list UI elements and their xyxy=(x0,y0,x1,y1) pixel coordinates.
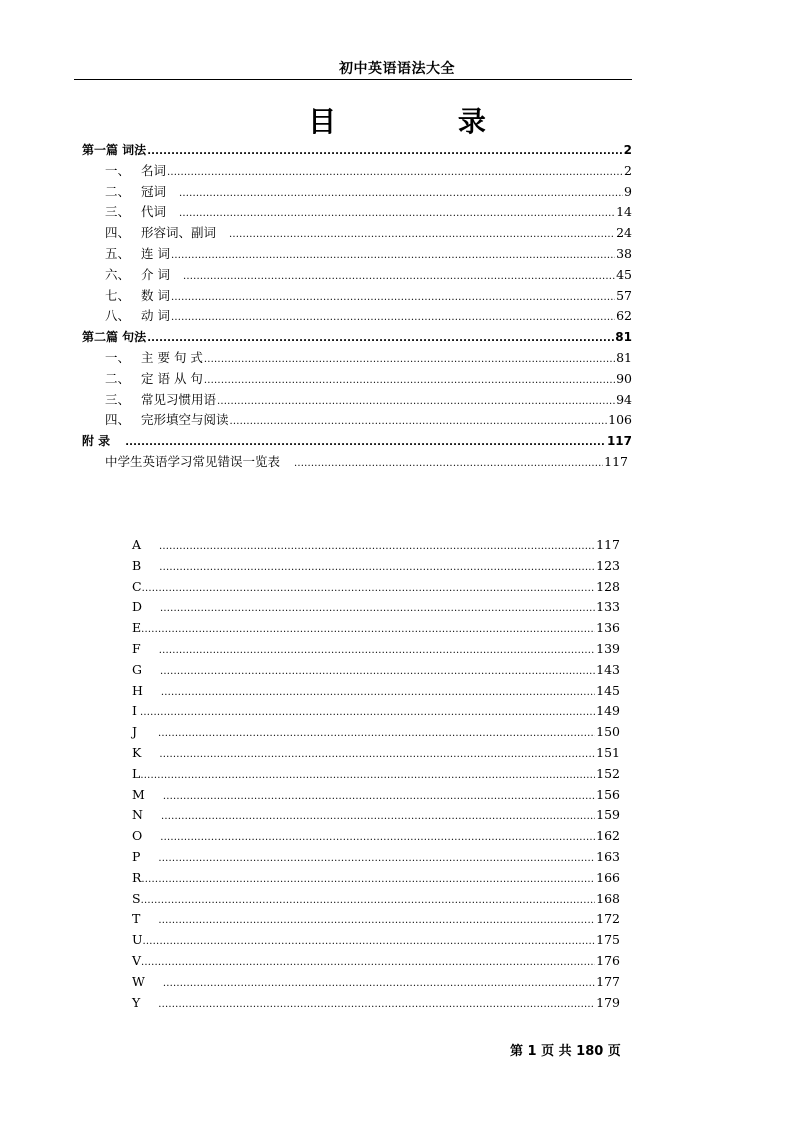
toc-item-number: 二、 xyxy=(105,370,131,386)
toc-part-title: 第一篇 词法 xyxy=(82,143,147,157)
letter-index-row[interactable] xyxy=(0,722,794,743)
toc-page-number: 117 xyxy=(604,453,628,469)
toc-item-label: 连 词 xyxy=(141,245,170,261)
letter-label: H xyxy=(132,682,143,698)
letter-index-row[interactable] xyxy=(0,618,794,639)
letter-label: S xyxy=(132,890,141,906)
dot-leader xyxy=(167,163,623,184)
dot-leader xyxy=(179,204,615,225)
letter-index-row[interactable] xyxy=(0,535,794,556)
toc-item-number: 一、 xyxy=(105,349,131,365)
toc-page-number: 57 xyxy=(616,287,632,303)
letter-page-number: 151 xyxy=(596,744,620,760)
dot-leader xyxy=(140,766,595,787)
letter-label: M xyxy=(132,786,145,802)
letter-index-row[interactable] xyxy=(0,577,794,598)
letter-label: N xyxy=(132,807,143,823)
letter-index-row[interactable] xyxy=(0,805,794,826)
toc-item[interactable] xyxy=(0,369,794,390)
dot-leader xyxy=(158,724,595,745)
toc-item-label: 冠词 xyxy=(141,183,167,199)
toc-item[interactable] xyxy=(0,286,794,307)
letter-label: V xyxy=(132,952,142,968)
dot-leader xyxy=(141,620,595,641)
letter-page-number: 175 xyxy=(596,932,620,948)
dot-leader xyxy=(140,703,595,724)
letter-index-row[interactable] xyxy=(0,639,794,660)
page-footer: 第 1 页 共 180 页 xyxy=(510,1044,621,1059)
toc-item-label: 动 词 xyxy=(141,308,170,324)
letter-label: G xyxy=(132,661,142,677)
letter-page-number: 163 xyxy=(596,848,620,864)
letter-page-number: 179 xyxy=(596,994,620,1010)
letter-index-row[interactable] xyxy=(0,660,794,681)
letter-label: K xyxy=(132,744,142,760)
letter-label: A xyxy=(132,537,142,552)
toc-page-number: 14 xyxy=(616,204,632,220)
letter-page-number: 123 xyxy=(596,557,620,573)
dot-leader xyxy=(161,683,595,704)
letter-index-row[interactable] xyxy=(0,972,794,993)
toc-appendix[interactable] xyxy=(0,431,794,452)
document-header-title: 初中英语语法大全 xyxy=(339,61,455,77)
toc-page-number: 106 xyxy=(608,412,632,428)
dot-leader xyxy=(141,870,595,891)
letter-label: U xyxy=(132,932,143,948)
letter-index-row[interactable] xyxy=(0,930,794,951)
letter-index-row[interactable] xyxy=(0,597,794,618)
toc-page-number: 9 xyxy=(624,183,632,199)
toc-item-label: 常见习惯用语 xyxy=(141,391,217,407)
letter-label: B xyxy=(132,557,142,573)
letter-page-number: 159 xyxy=(596,807,620,823)
toc-item-number: 四、 xyxy=(105,225,131,241)
toc-item[interactable] xyxy=(0,390,794,411)
letter-label: P xyxy=(132,848,141,864)
toc-page-number: 94 xyxy=(616,391,632,407)
toc-page-number: 90 xyxy=(616,370,632,386)
letter-page-number: 172 xyxy=(596,911,620,927)
letter-index-row[interactable] xyxy=(0,889,794,910)
toc-item[interactable] xyxy=(0,161,794,182)
table-of-contents xyxy=(0,140,794,473)
letter-index-row[interactable] xyxy=(0,701,794,722)
dot-leader xyxy=(142,579,596,600)
toc-item[interactable] xyxy=(0,223,794,244)
letter-label: J xyxy=(132,724,138,740)
dot-leader xyxy=(204,350,615,371)
dot-leader xyxy=(160,828,595,849)
toc-page-number: 2 xyxy=(624,162,632,178)
toc-item[interactable] xyxy=(0,348,794,369)
letter-index-row[interactable] xyxy=(0,556,794,577)
letter-label: R xyxy=(132,869,142,885)
letter-index-row[interactable] xyxy=(0,764,794,785)
letter-index-row[interactable] xyxy=(0,909,794,930)
toc-item[interactable] xyxy=(0,306,794,327)
toc-page-number: 81 xyxy=(616,349,632,365)
letter-page-number: 128 xyxy=(596,578,620,594)
dot-leader xyxy=(163,974,595,995)
letter-label: E xyxy=(132,620,142,636)
letter-page-number: 145 xyxy=(596,682,620,698)
dot-leader xyxy=(147,142,622,163)
letter-label: Y xyxy=(132,994,141,1010)
letter-page-number: 133 xyxy=(596,599,620,615)
toc-item-label: 介 词 xyxy=(141,266,170,282)
letter-index-row[interactable] xyxy=(0,826,794,847)
toc-item[interactable] xyxy=(0,202,794,223)
toc-item-label: 数 词 xyxy=(141,287,170,303)
letter-page-number: 162 xyxy=(596,828,620,844)
letter-label: L xyxy=(132,765,141,781)
dot-leader xyxy=(183,267,615,288)
letter-page-number: 150 xyxy=(596,724,620,740)
letter-index-row[interactable] xyxy=(0,993,794,1014)
toc-item-label: 定 语 从 句 xyxy=(141,370,203,386)
toc-item-number: 五、 xyxy=(105,245,131,261)
letter-page-number: 136 xyxy=(596,620,620,636)
toc-item[interactable] xyxy=(0,452,794,473)
dot-leader xyxy=(171,246,615,267)
dot-leader xyxy=(159,537,595,558)
letter-label: T xyxy=(132,911,141,927)
dot-leader xyxy=(161,807,595,828)
toc-item-label: 形容词、副词 xyxy=(141,225,217,241)
letter-label: O xyxy=(132,828,143,844)
toc-item-number: 一、 xyxy=(105,162,131,178)
dot-leader xyxy=(147,329,614,350)
letter-page-number: 166 xyxy=(596,869,620,885)
letter-page-number: 156 xyxy=(596,786,620,802)
toc-page-number: 117 xyxy=(606,434,632,449)
toc-item[interactable] xyxy=(0,265,794,286)
letter-page-number: 177 xyxy=(596,973,620,989)
toc-item-label: 名词 xyxy=(141,162,167,178)
dot-leader xyxy=(143,932,596,953)
toc-item-label: 完形填空与阅读 xyxy=(141,412,229,428)
dot-leader xyxy=(294,454,603,475)
toc-page-number: 45 xyxy=(616,266,632,282)
header-rule xyxy=(74,79,632,80)
toc-page-number: 24 xyxy=(616,225,632,241)
letter-page-number: 149 xyxy=(596,703,620,719)
toc-item-label: 主 要 句 式 xyxy=(141,349,203,365)
toc-item-label: 代词 xyxy=(141,204,167,220)
letter-page-number: 168 xyxy=(596,890,620,906)
letter-page-number: 176 xyxy=(596,952,620,968)
dot-leader xyxy=(229,225,615,246)
toc-page-number: 81 xyxy=(615,330,632,345)
dot-leader xyxy=(179,184,623,205)
letter-label: W xyxy=(132,973,145,989)
letter-index-row[interactable] xyxy=(0,743,794,764)
letter-index-row[interactable] xyxy=(0,785,794,806)
dot-leader xyxy=(217,392,615,413)
dot-leader xyxy=(158,849,595,870)
letter-page-number: 139 xyxy=(596,640,620,656)
letter-index-row[interactable] xyxy=(0,681,794,702)
letter-label: D xyxy=(132,599,143,615)
dot-leader xyxy=(141,891,596,912)
dot-leader xyxy=(160,599,595,620)
toc-page-number: 2 xyxy=(623,143,632,157)
toc-item-number: 七、 xyxy=(105,287,131,303)
toc-item-label: 中学生英语学习常见错误一览表 xyxy=(105,453,281,469)
toc-item-number: 四、 xyxy=(105,412,131,428)
letter-label: C xyxy=(132,578,142,594)
toc-item-number: 六、 xyxy=(105,266,131,282)
dot-leader xyxy=(230,412,608,433)
dot-leader xyxy=(141,953,595,974)
letter-page-number: 117 xyxy=(596,537,620,552)
toc-item-number: 三、 xyxy=(105,391,131,407)
toc-page-number: 38 xyxy=(616,245,632,261)
toc-item-number: 八、 xyxy=(105,308,131,324)
letter-index xyxy=(0,535,794,1013)
dot-leader xyxy=(160,662,595,683)
toc-title: 目 录 xyxy=(308,105,542,138)
letter-index-row[interactable] xyxy=(0,951,794,972)
letter-label: F xyxy=(132,640,141,656)
dot-leader xyxy=(163,787,595,808)
toc-part-title: 第二篇 句法 xyxy=(82,330,147,345)
toc-page-number: 62 xyxy=(616,308,632,324)
toc-part-title: 附 录 xyxy=(82,434,111,449)
dot-leader xyxy=(125,433,606,454)
letter-page-number: 152 xyxy=(596,765,620,781)
letter-label: I xyxy=(132,703,137,719)
toc-item[interactable] xyxy=(0,182,794,203)
toc-part-2[interactable] xyxy=(0,327,794,348)
dot-leader xyxy=(171,288,615,309)
dot-leader xyxy=(204,371,615,392)
toc-part-1[interactable] xyxy=(0,140,794,161)
dot-leader xyxy=(158,911,595,932)
toc-item-number: 二、 xyxy=(105,183,131,199)
dot-leader xyxy=(159,558,595,579)
letter-page-number: 143 xyxy=(596,661,620,677)
toc-item[interactable] xyxy=(0,410,794,431)
dot-leader xyxy=(158,995,595,1016)
toc-item[interactable] xyxy=(0,244,794,265)
dot-leader xyxy=(159,745,595,766)
letter-index-row[interactable] xyxy=(0,847,794,868)
toc-item-number: 三、 xyxy=(105,204,131,220)
dot-leader xyxy=(159,641,595,662)
dot-leader xyxy=(171,308,615,329)
letter-index-row[interactable] xyxy=(0,868,794,889)
